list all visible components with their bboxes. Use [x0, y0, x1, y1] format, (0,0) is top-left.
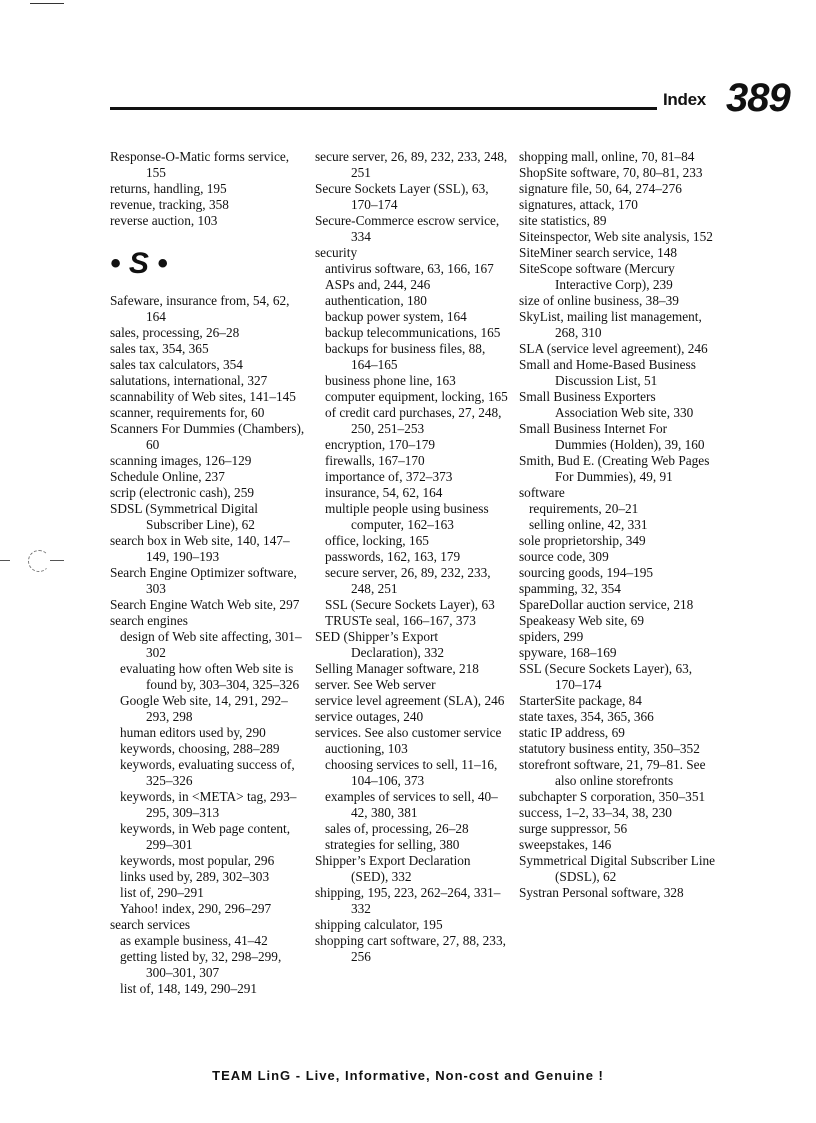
- index-entry: Siteinspector, Web site analysis, 152: [519, 229, 713, 244]
- index-entry: success, 1–2, 33–34, 38, 230: [519, 805, 672, 820]
- index-subentry: backup telecommunications, 165: [325, 325, 501, 340]
- index-entry: Smith, Bud E. (Creating Web Pages For Dummies), 49, 91: [519, 453, 710, 484]
- page-number: 389: [726, 76, 790, 120]
- section-name: Index: [663, 90, 706, 109]
- index-entry: Small Business Exporters Association Web site, 330: [519, 389, 694, 420]
- index-subentry: business phone line, 163: [325, 373, 456, 388]
- index-entry: SDSL (Symmetrical Digital Subscriber Line), 62: [110, 501, 258, 532]
- index-subentry: keywords, choosing, 288–289: [120, 741, 280, 756]
- index-subentry: firewalls, 167–170: [325, 453, 425, 468]
- index-subentry: keywords, most popular, 296: [120, 853, 275, 868]
- index-entry: Response-O-Matic forms service, 155: [110, 149, 290, 180]
- index-entry: sourcing goods, 194–195: [519, 565, 654, 580]
- index-entry: Safeware, insurance from, 54, 62, 164: [110, 293, 290, 324]
- index-entry: server. See Web server: [315, 677, 436, 692]
- index-subentry: strategies for selling, 380: [325, 837, 460, 852]
- index-subentry: Yahoo! index, 290, 296–297: [120, 901, 272, 916]
- crop-mark-left: [0, 560, 10, 561]
- index-entry: site statistics, 89: [519, 213, 607, 228]
- index-entry: signatures, attack, 170: [519, 197, 638, 212]
- index-entry: service outages, 240: [315, 709, 424, 724]
- index-subentry: office, locking, 165: [325, 533, 429, 548]
- index-entry: SkyList, mailing list management, 268, 310: [519, 309, 702, 340]
- index-entry: security: [315, 245, 358, 260]
- index-subentry: evaluating how often Web site is found by, 303–304, 325–326: [120, 661, 300, 692]
- crop-mark-top: [30, 3, 64, 4]
- index-entry: Search Engine Watch Web site, 297: [110, 597, 300, 612]
- index-subentry: computer equipment, locking, 165: [325, 389, 508, 404]
- index-column-1: [110, 149, 306, 997]
- index-entry: search engines: [110, 613, 188, 628]
- index-entry: spyware, 168–169: [519, 645, 617, 660]
- index-entry: size of online business, 38–39: [519, 293, 679, 308]
- registration-line: [50, 560, 64, 561]
- index-subentry: list of, 290–291: [120, 885, 204, 900]
- index-entry: Secure Sockets Layer (SSL), 63, 170–174: [315, 181, 489, 212]
- index-subentry: keywords, evaluating success of, 325–326: [120, 757, 295, 788]
- index-subentry: authentication, 180: [325, 293, 427, 308]
- index-entry: static IP address, 69: [519, 725, 625, 740]
- index-entry: scanning images, 126–129: [110, 453, 252, 468]
- index-entry: SLA (service level agreement), 246: [519, 341, 708, 356]
- index-column-3: [519, 149, 719, 901]
- index-entry: Selling Manager software, 218: [315, 661, 479, 676]
- index-entry: Speakeasy Web site, 69: [519, 613, 644, 628]
- index-subentry: auctioning, 103: [325, 741, 408, 756]
- index-entry: SED (Shipper’s Export Declaration), 332: [315, 629, 445, 660]
- header-rule: [110, 107, 657, 110]
- index-entry: SpareDollar auction service, 218: [519, 597, 694, 612]
- page-footer: TEAM LinG - Live, Informative, Non-cost and Genuine !: [212, 1068, 604, 1083]
- index-subentry: examples of services to sell, 40–42, 380, 381: [325, 789, 498, 820]
- index-entry: SiteMiner search service, 148: [519, 245, 678, 260]
- index-entry: shopping mall, online, 70, 81–84: [519, 149, 695, 164]
- running-header: [110, 78, 796, 118]
- index-entry: salutations, international, 327: [110, 373, 268, 388]
- index-entry: revenue, tracking, 358: [110, 197, 229, 212]
- index-entry: Secure-Commerce escrow service, 334: [315, 213, 500, 244]
- index-entry: Search Engine Optimizer software, 303: [110, 565, 297, 596]
- registration-mark: [28, 550, 50, 572]
- index-subentry: multiple people using business computer, 162–163: [325, 501, 489, 532]
- index-entry: Symmetrical Digital Subscriber Line (SDSL), 62: [519, 853, 716, 884]
- index-subentry: insurance, 54, 62, 164: [325, 485, 443, 500]
- index-entry: spiders, 299: [519, 629, 584, 644]
- index-subentry: importance of, 372–373: [325, 469, 453, 484]
- index-subentry: TRUSTe seal, 166–167, 373: [325, 613, 476, 628]
- index-entry: StarterSite package, 84: [519, 693, 642, 708]
- index-subentry: SSL (Secure Sockets Layer), 63: [325, 597, 495, 612]
- index-entry: search services: [110, 917, 191, 932]
- index-entry: shopping cart software, 27, 88, 233, 256: [315, 933, 506, 964]
- index-entry: state taxes, 354, 365, 366: [519, 709, 654, 724]
- index-entry: surge suppressor, 56: [519, 821, 628, 836]
- index-entry: source code, 309: [519, 549, 609, 564]
- index-subentry: as example business, 41–42: [120, 933, 268, 948]
- index-subentry: choosing services to sell, 11–16, 104–106, 373: [325, 757, 498, 788]
- index-subentry: selling online, 42, 331: [529, 517, 648, 532]
- index-entry: Systran Personal software, 328: [519, 885, 684, 900]
- index-subentry: secure server, 26, 89, 232, 233, 248, 251: [325, 565, 491, 596]
- index-subentry: design of Web site affecting, 301–302: [120, 629, 302, 660]
- index-entry: scannability of Web sites, 141–145: [110, 389, 296, 404]
- index-subentry: requirements, 20–21: [529, 501, 639, 516]
- index-entry: sales, processing, 26–28: [110, 325, 240, 340]
- index-entry: reverse auction, 103: [110, 213, 218, 228]
- index-subentry: Google Web site, 14, 291, 292–293, 298: [120, 693, 288, 724]
- index-entry: signature file, 50, 64, 274–276: [519, 181, 682, 196]
- index-subentry: of credit card purchases, 27, 248, 250, 251–253: [325, 405, 502, 436]
- index-entry: Scanners For Dummies (Chambers), 60: [110, 421, 305, 452]
- index-entry: SiteScope software (Mercury Interactive Corp), 239: [519, 261, 675, 292]
- index-entry: secure server, 26, 89, 232, 233, 248, 251: [315, 149, 508, 180]
- index-subentry: sales of, processing, 26–28: [325, 821, 469, 836]
- index-entry: shipping, 195, 223, 262–264, 331–332: [315, 885, 501, 916]
- index-entry: spamming, 32, 354: [519, 581, 621, 596]
- index-subentry: keywords, in Web page content, 299–301: [120, 821, 291, 852]
- index-entry: sales tax, 354, 365: [110, 341, 209, 356]
- index-entry: returns, handling, 195: [110, 181, 227, 196]
- index-entry: scanner, requirements for, 60: [110, 405, 265, 420]
- index-subentry: backups for business files, 88, 164–165: [325, 341, 486, 372]
- index-subentry: getting listed by, 32, 298–299, 300–301, 307: [120, 949, 282, 980]
- index-entry: sweepstakes, 146: [519, 837, 612, 852]
- index-entry: Small Business Internet For Dummies (Holden), 39, 160: [519, 421, 705, 452]
- index-entry: services. See also customer service: [315, 725, 502, 740]
- index-entry: SSL (Secure Sockets Layer), 63, 170–174: [519, 661, 693, 692]
- index-entry: storefront software, 21, 79–81. See also online storefronts: [519, 757, 706, 788]
- index-entry: Shipper’s Export Declaration (SED), 332: [315, 853, 471, 884]
- entries-after-heading: [110, 293, 306, 997]
- index-entry: software: [519, 485, 565, 500]
- index-entry: search box in Web site, 140, 147–149, 190–193: [110, 533, 290, 564]
- index-subentry: encryption, 170–179: [325, 437, 436, 452]
- letter-heading: • S •: [110, 247, 168, 280]
- index-entry: scrip (electronic cash), 259: [110, 485, 254, 500]
- index-entry: ShopSite software, 70, 80–81, 233: [519, 165, 703, 180]
- index-subentry: backup power system, 164: [325, 309, 467, 324]
- index-subentry: links used by, 289, 302–303: [120, 869, 270, 884]
- index-entry: Small and Home-Based Business Discussion List, 51: [519, 357, 696, 388]
- index-subentry: ASPs and, 244, 246: [325, 277, 431, 292]
- index-column-2: [315, 149, 511, 965]
- index-subentry: human editors used by, 290: [120, 725, 266, 740]
- index-entry: Schedule Online, 237: [110, 469, 225, 484]
- entries-before-heading: [110, 149, 306, 229]
- index-entry: subchapter S corporation, 350–351: [519, 789, 706, 804]
- index-entry: statutory business entity, 350–352: [519, 741, 700, 756]
- index-entry: sales tax calculators, 354: [110, 357, 243, 372]
- index-entry: shipping calculator, 195: [315, 917, 443, 932]
- index-subentry: keywords, in <META> tag, 293–295, 309–313: [120, 789, 297, 820]
- index-subentry: list of, 148, 149, 290–291: [120, 981, 258, 996]
- index-entry: sole proprietorship, 349: [519, 533, 646, 548]
- index-subentry: passwords, 162, 163, 179: [325, 549, 461, 564]
- index-subentry: antivirus software, 63, 166, 167: [325, 261, 494, 276]
- index-entry: service level agreement (SLA), 246: [315, 693, 505, 708]
